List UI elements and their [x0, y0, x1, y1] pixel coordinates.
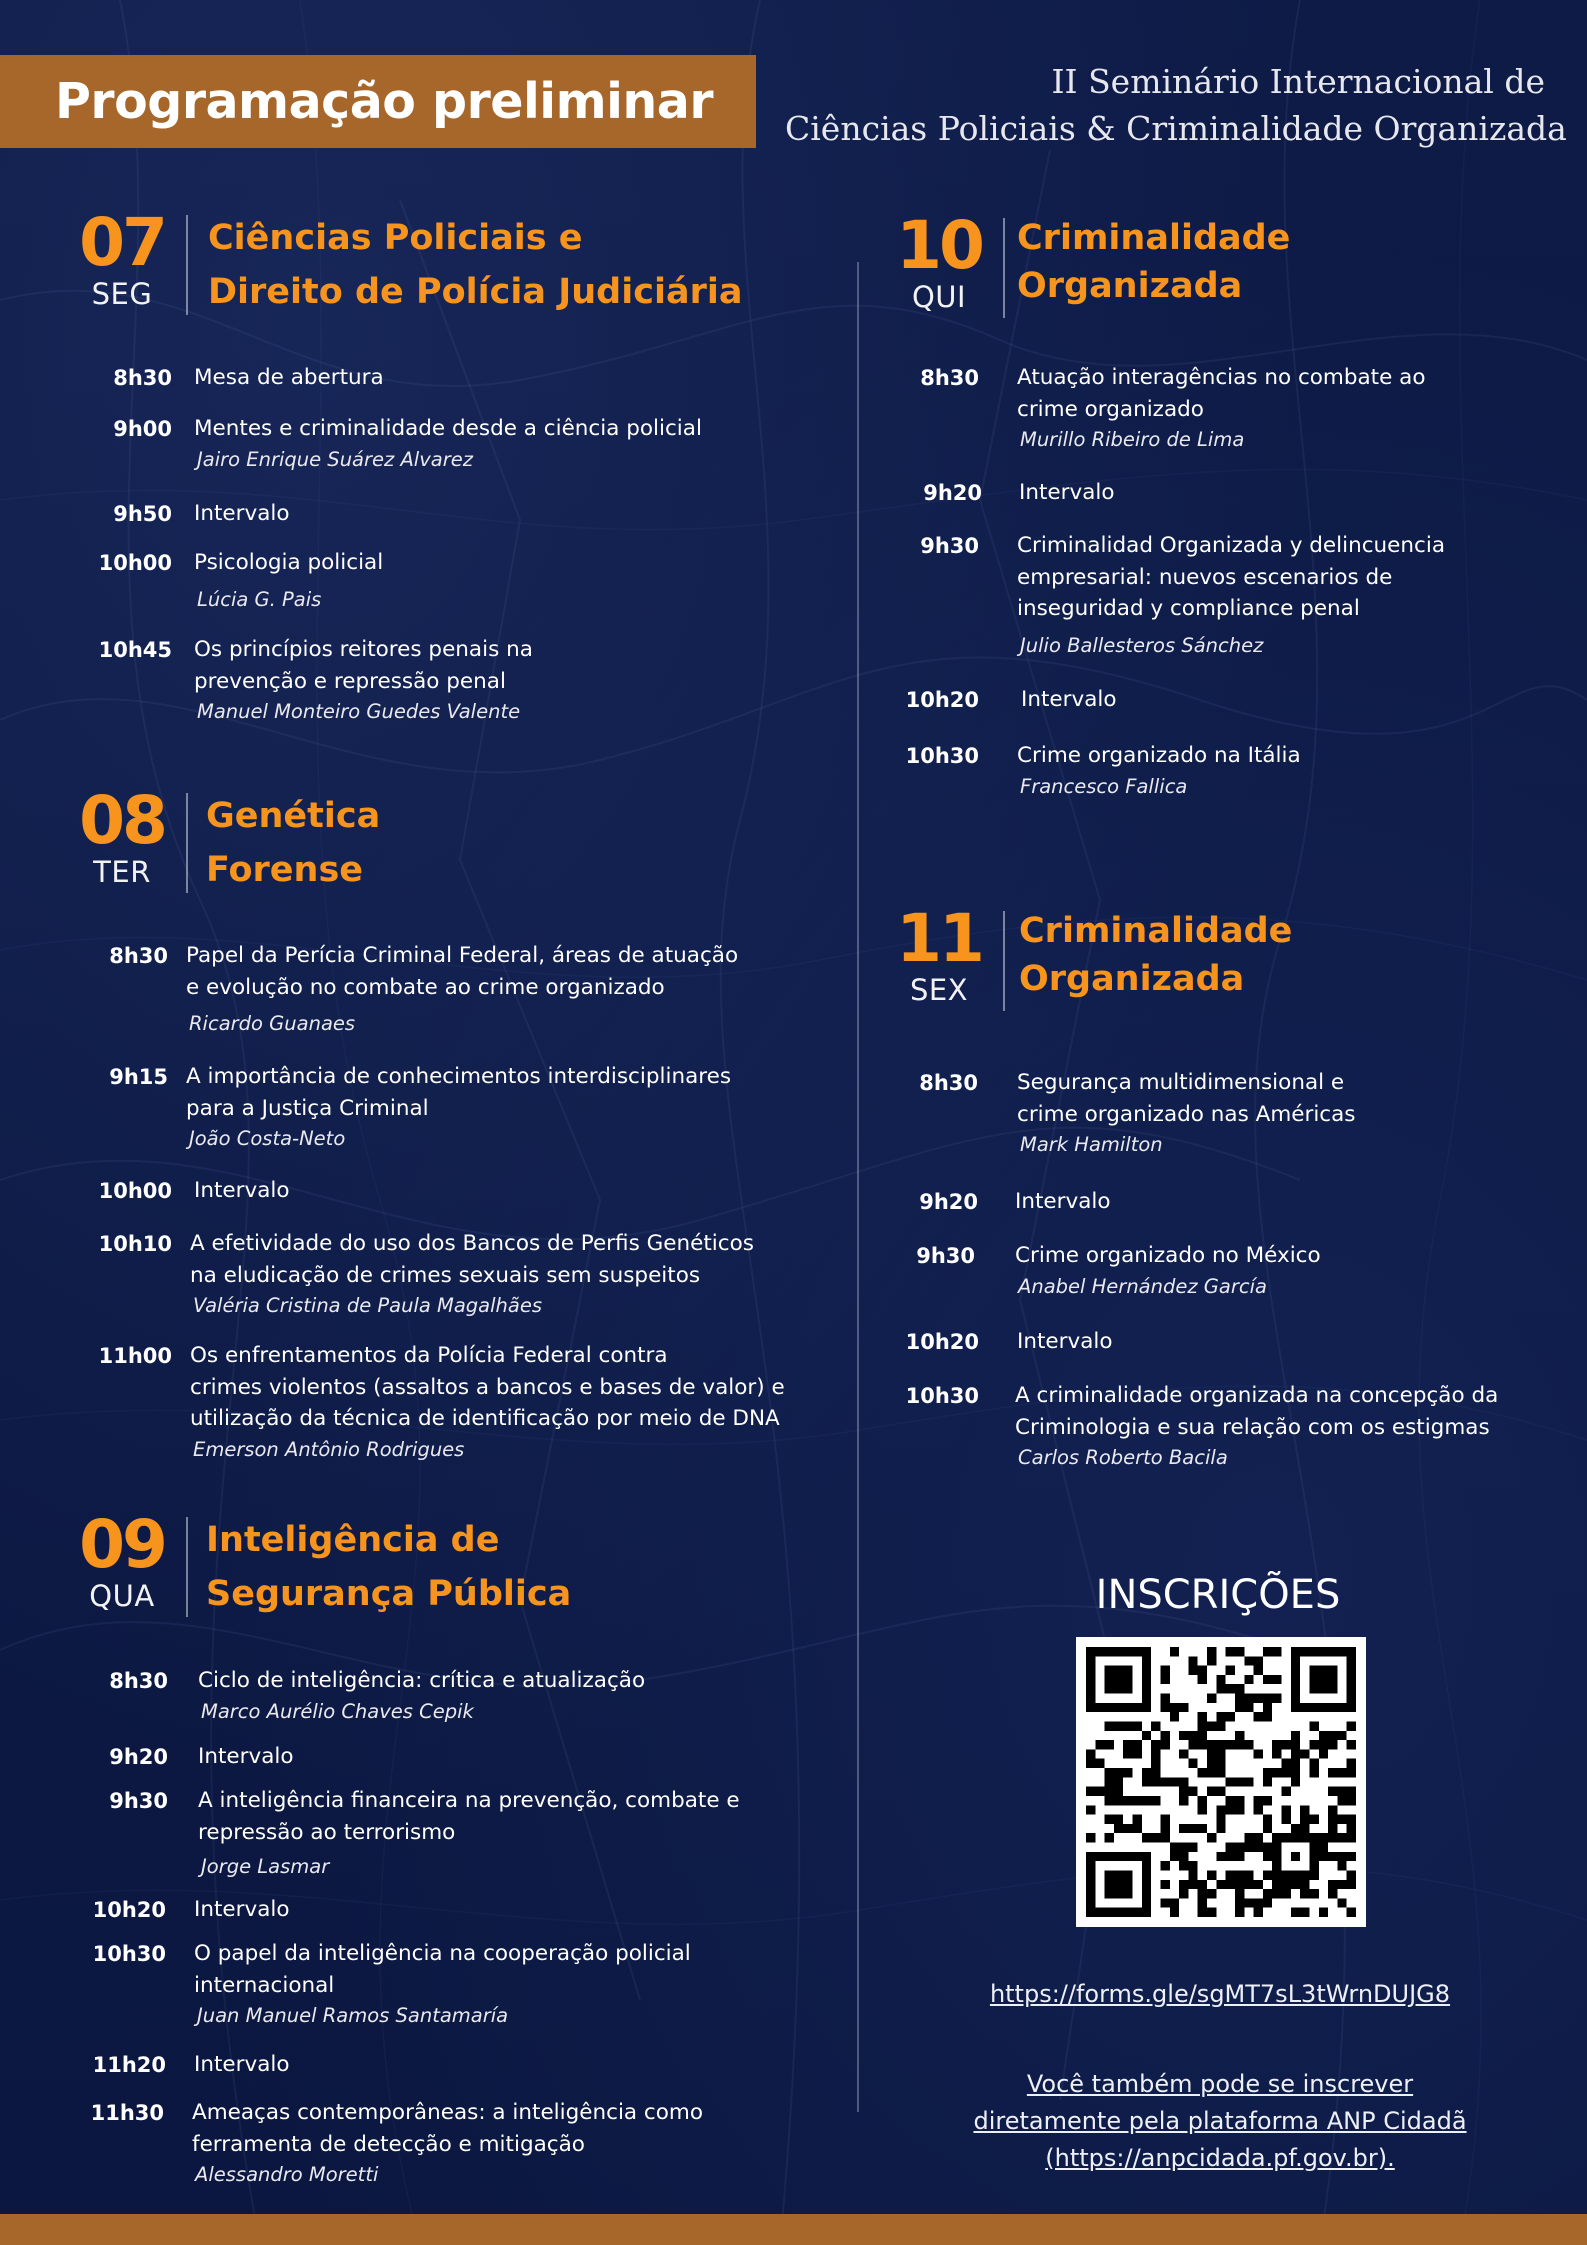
session-speaker: Juan Manuel Ramos Santamaría	[197, 2004, 509, 2027]
session-time: 9h20	[109, 1745, 168, 1769]
session-time: 9h00	[113, 417, 172, 441]
session-title: O papel da inteligência na cooperação policial internacional	[194, 1941, 691, 1998]
column-divider	[857, 262, 859, 2112]
session-title: Intervalo	[1021, 687, 1117, 712]
session-title: A criminalidade organizada na concepção da Criminologia e sua relação com os estigmas	[1015, 1383, 1499, 1440]
session-time: 9h30	[109, 1789, 168, 1813]
day-header-08	[68, 782, 768, 895]
day-divider	[186, 1517, 188, 1617]
session-title: Criminalidad Organizada y delincuencia empresarial: nuevos escenarios de inseguridad y compliance penal	[1017, 533, 1445, 621]
session-time: 9h15	[109, 1065, 168, 1089]
day-header-10	[885, 207, 1565, 320]
day-number: 11	[896, 900, 982, 977]
session-time: 11h20	[92, 2053, 166, 2077]
day-divider	[186, 793, 188, 893]
session-title: Os princípios reitores penais na prevenção e repressão penal	[194, 637, 533, 694]
day-title-line2: Direito de Polícia Judiciária	[208, 272, 743, 312]
registration-heading: INSCRIÇÕES	[1095, 1572, 1341, 1618]
day-title-line2: Forense	[206, 850, 364, 890]
session-time: 10h30	[905, 744, 979, 768]
day-title	[208, 211, 742, 319]
registration-form-link[interactable]: https://forms.gle/sgMT7sL3tWrnDUJG8	[989, 1980, 1451, 2008]
day-title	[1019, 907, 1292, 1003]
session-speaker: Marco Aurélio Chaves Cepik	[201, 1699, 474, 1723]
day-title-line2: Organizada	[1019, 959, 1245, 999]
day-header-09	[68, 1506, 768, 1619]
session-speaker: Manuel Monteiro Guedes Valente	[197, 700, 521, 723]
session-time: 8h30	[919, 1071, 978, 1095]
day-header-07	[68, 204, 768, 317]
session-speaker: Emerson Antônio Rodrigues	[193, 1437, 465, 1461]
session-time: 8h30	[113, 366, 172, 390]
day-title-line2: Segurança Pública	[206, 1574, 572, 1614]
session-title: Intervalo	[194, 2052, 290, 2077]
session-title: Crime organizado no México	[1015, 1243, 1321, 1268]
session-title: Ciclo de inteligência: crítica e atualização	[198, 1668, 646, 1693]
session-speaker: Jairo Enrique Suárez Alvarez	[197, 447, 473, 471]
session-time: 10h20	[905, 688, 979, 712]
session-speaker: Julio Ballesteros Sánchez	[1020, 633, 1264, 657]
session-time: 10h10	[98, 1232, 172, 1256]
session-title: Intervalo	[194, 1897, 290, 1922]
day-title-line2: Organizada	[1017, 266, 1243, 306]
session-title: Psicologia policial	[194, 550, 384, 575]
session-title: A importância de conhecimentos interdisciplinares para a Justiça Criminal	[186, 1064, 732, 1121]
session-time: 9h30	[916, 1244, 975, 1268]
session-time: 8h30	[920, 366, 979, 390]
day-header-11	[885, 900, 1565, 1013]
day-title-line1: Inteligência de	[206, 1520, 500, 1560]
day-number: 08	[79, 782, 165, 859]
session-time: 10h00	[98, 551, 172, 575]
session-speaker: Lúcia G. Pais	[197, 587, 322, 611]
session-title: Os enfrentamentos da Polícia Federal contra crimes violentos (assaltos a bancos e bases de valor) e utilização da técnica de identificação por meio de DNA	[190, 1343, 785, 1431]
session-time: 10h30	[905, 1384, 979, 1408]
session-title: Intervalo	[198, 1744, 294, 1769]
session-speaker: Murillo Ribeiro de Lima	[1020, 428, 1245, 451]
day-weekday: SEX	[909, 973, 969, 1007]
session-title: Intervalo	[1019, 480, 1115, 505]
session-time: 9h50	[113, 502, 172, 526]
day-divider	[186, 215, 188, 315]
session-speaker: Carlos Roberto Bacila	[1018, 1446, 1228, 1469]
session-title: Papel da Perícia Criminal Federal, áreas de atuação e evolução no combate ao crime organizado	[186, 943, 739, 1000]
session-title: Crime organizado na Itália	[1017, 743, 1301, 768]
day-title	[206, 1513, 571, 1621]
session-time: 10h20	[92, 1898, 166, 1922]
session-title: Mentes e criminalidade desde a ciência policial	[194, 416, 702, 441]
seminar-title	[785, 58, 1567, 152]
day-weekday: TER	[93, 855, 151, 889]
session-time: 8h30	[109, 944, 168, 968]
session-time: 11h00	[98, 1344, 172, 1368]
session-title: Mesa de abertura	[194, 365, 384, 390]
day-title-line1: Criminalidade	[1017, 218, 1291, 258]
day-weekday: SEG	[91, 277, 153, 311]
day-title-line1: Criminalidade	[1019, 911, 1293, 951]
program-banner	[0, 55, 756, 148]
session-time: 10h20	[905, 1330, 979, 1354]
qr-code-icon[interactable]	[1076, 1637, 1366, 1927]
session-title: A inteligência financeira na prevenção, combate e repressão ao terrorismo	[198, 1788, 740, 1845]
session-time: 8h30	[109, 1669, 168, 1693]
session-title: Ameaças contemporâneas: a inteligência como ferramenta de detecção e mitigação	[192, 2100, 704, 2157]
day-divider	[1003, 911, 1005, 1011]
day-weekday: QUA	[89, 1579, 155, 1613]
seminar-title-line1: II Seminário Internacional de	[1051, 62, 1545, 101]
session-time: 11h30	[90, 2101, 164, 2125]
session-speaker: Mark Hamilton	[1020, 1133, 1163, 1156]
footer-bar	[0, 2214, 1587, 2245]
session-title: Intervalo	[194, 501, 290, 526]
day-title-line1: Ciências Policiais e	[208, 218, 583, 258]
day-weekday: QUI	[911, 280, 967, 314]
session-title: Intervalo	[194, 1178, 290, 1203]
session-title: A efetividade do uso dos Bancos de Perfis Genéticos na eludicação de crimes sexuais sem suspeitos	[190, 1231, 754, 1288]
anp-cidada-line2[interactable]: diretamente pela plataforma ANP Cidadã	[973, 2107, 1467, 2135]
day-title	[206, 789, 380, 897]
session-time: 9h30	[920, 534, 979, 558]
day-number: 07	[79, 204, 165, 281]
session-time: 10h45	[98, 638, 172, 662]
session-speaker: Valéria Cristina de Paula Magalhães	[193, 1294, 543, 1317]
session-title: Intervalo	[1017, 1329, 1113, 1354]
session-time: 9h20	[923, 481, 982, 505]
banner-title: Programação preliminar	[55, 73, 714, 130]
day-divider	[1003, 218, 1005, 318]
session-speaker: Francesco Fallica	[1020, 774, 1188, 798]
session-time: 10h30	[92, 1942, 166, 1966]
anp-cidada-link[interactable]: (https://anpcidada.pf.gov.br).	[1045, 2144, 1395, 2172]
session-title: Segurança multidimensional e crime organizado nas Américas	[1017, 1070, 1356, 1127]
session-title: Atuação interagências no combate ao crime organizado	[1017, 365, 1426, 422]
session-speaker: Anabel Hernández García	[1018, 1274, 1267, 1298]
seminar-title-line2: Ciências Policiais & Criminalidade Organizada	[785, 109, 1567, 148]
session-speaker: Ricardo Guanaes	[189, 1012, 356, 1035]
session-time: 10h00	[98, 1179, 172, 1203]
day-title	[1017, 214, 1290, 310]
session-speaker: Alessandro Moretti	[195, 2163, 379, 2186]
session-title: Intervalo	[1015, 1189, 1111, 1214]
session-time: 9h20	[919, 1190, 978, 1214]
day-title-line1: Genética	[206, 796, 381, 836]
day-number: 10	[896, 207, 982, 284]
anp-cidada-line1[interactable]: Você também pode se inscrever	[1026, 2070, 1414, 2098]
session-speaker: João Costa-Neto	[189, 1127, 346, 1150]
day-number: 09	[79, 1506, 165, 1583]
session-speaker: Jorge Lasmar	[201, 1855, 330, 1878]
